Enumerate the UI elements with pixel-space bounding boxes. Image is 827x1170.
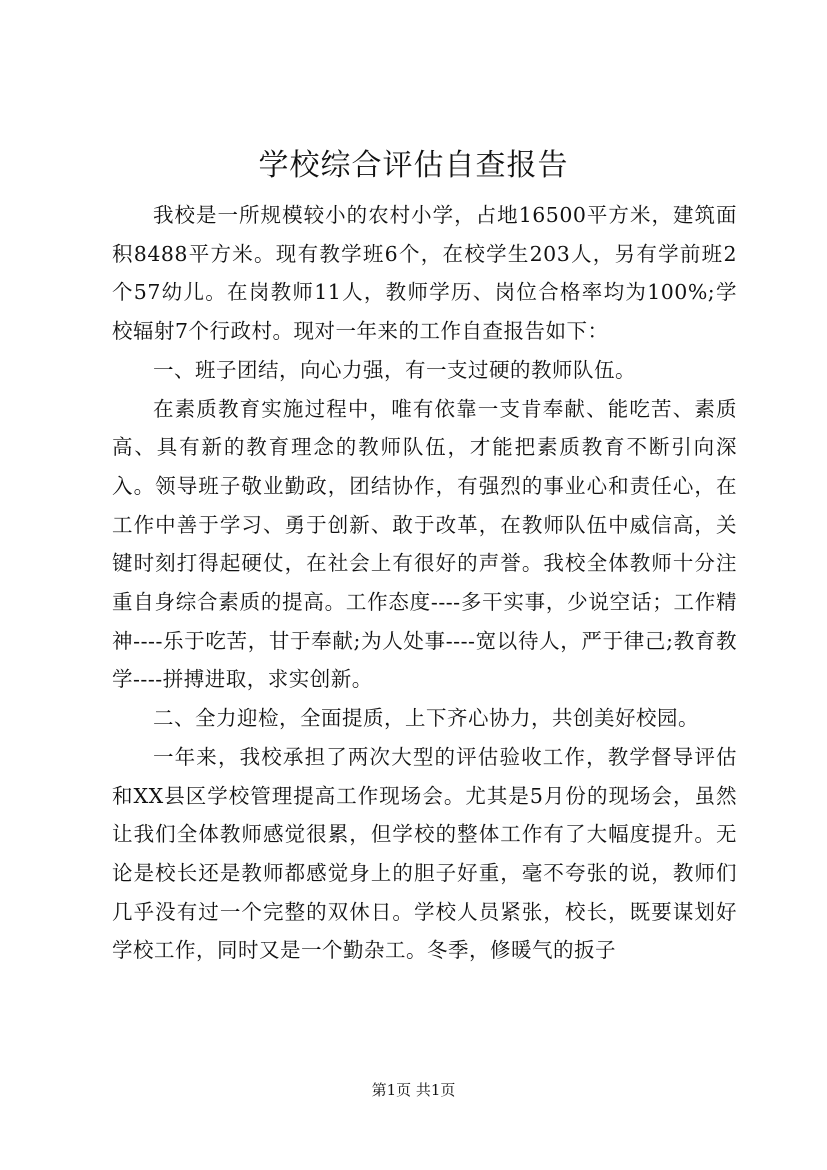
section-heading-1: 一、班子团结，向心力强，有一支过硬的教师队伍。 [153, 357, 636, 382]
paragraph-intro: 我校是一所规模较小的农村小学，占地16500平方米，建筑面积8488平方米。现有教学班6个，在校学生203人，另有学前班2个57幼儿。在岗教师11人，教师学历、岗位合格率均为100%;学校辐射7个行政村。现对一年来的工作自查报告如下： [112, 203, 737, 344]
paragraph-inspection: 一年来，我校承担了两次大型的评估验收工作，教学督导评估和XX县区学校管理提高工作现场会。尤其是5月份的现场会，虽然让我们全体教师感觉很累，但学校的整体工作有了大幅度提升。无论是校长还是教师都感觉身上的胆子好重，毫不夸张的说，教师们几乎没有过一个完整的双休日。学校人员紧张，校长，既要谋划好学校工作，同时又是一个勤杂工。冬季，修暖气的扳子 [112, 744, 737, 963]
paragraph-teachers: 在素质教育实施过程中，唯有依靠一支肯奉献、能吃苦、素质高、具有新的教育理念的教师队伍，才能把素质教育不断引向深入。领导班子敬业勤政，团结协作，有强烈的事业心和责任心，在工作中善于学习、勇于创新、敢于改革，在教师队伍中威信高，关键时刻打得起硬仗，在社会上有很好的声誉。我校全体教师十分注重自身综合素质的提高。工作态度----多干实事，少说空话；工作精神----乐于吃苦，甘于奉献;为人处事----宽以待人，严于律己;教育教学----拼搏进取，求实创新。 [112, 396, 737, 692]
section-heading-2: 二、全力迎检，全面提质，上下齐心协力，共创美好校园。 [153, 706, 699, 731]
document-title: 学校综合评估自查报告 [258, 148, 569, 183]
document-body [112, 196, 737, 970]
page-footer: 第1页 共1页 [371, 1081, 456, 1099]
